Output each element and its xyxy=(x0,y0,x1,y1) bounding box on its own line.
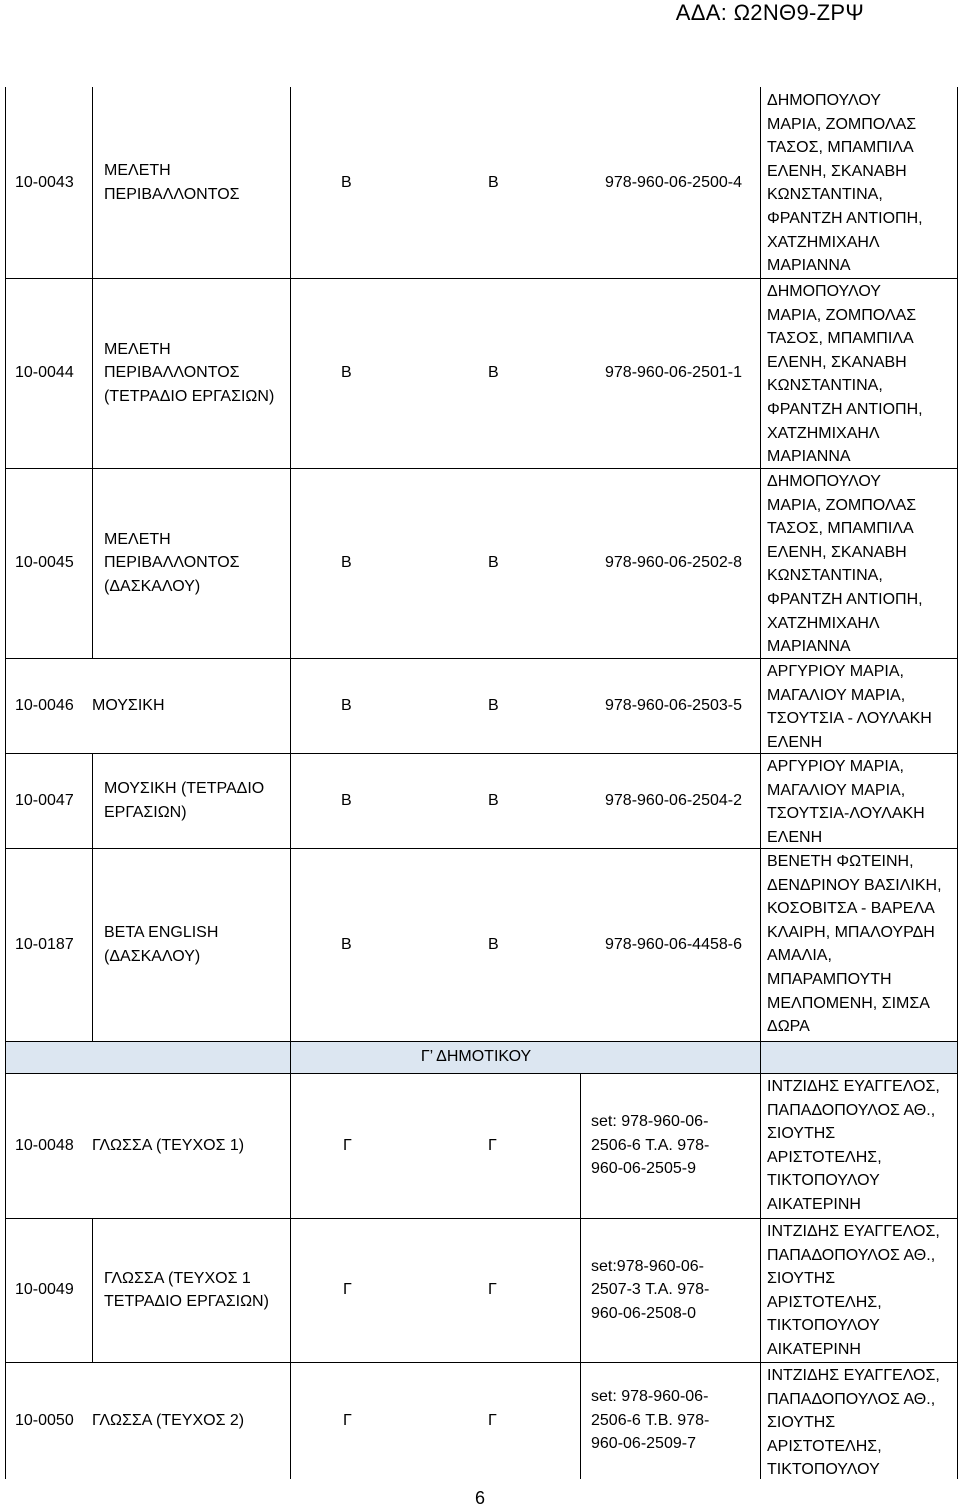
row-isbn xyxy=(560,658,742,753)
row-class1-text: Β xyxy=(341,696,352,714)
row-class2-text: Β xyxy=(488,554,499,572)
row-code xyxy=(15,468,95,658)
grid-hline xyxy=(5,1041,957,1042)
row-class2 xyxy=(488,468,518,658)
row-title xyxy=(92,1362,286,1479)
row-isbn-text: 978-960-06-4458-6 xyxy=(605,935,742,953)
row-isbn-text: 978-960-06-2504-2 xyxy=(605,791,742,809)
row-isbn-text: 978-960-06-2501-1 xyxy=(605,364,742,382)
grid-vline xyxy=(290,87,291,1479)
row-code-text: 10-0049 xyxy=(15,1281,74,1299)
row-class2-text: Β xyxy=(488,935,499,953)
row-title-text: ΜΟΥΣΙΚΗ xyxy=(92,696,165,714)
row-class2-text: Γ xyxy=(488,1136,497,1154)
grid-vline xyxy=(580,1073,581,1479)
row-code xyxy=(15,753,95,848)
row-class2-text: Β xyxy=(488,696,499,714)
row-authors: ΙΝΤΖΙΔΗΣ ΕΥΑΓΓΕΛΟΣ, ΠΑΠΑΔΟΠΟΥΛΟΣ ΑΘ., ΣΙΟΥΤΗΣ ΑΡΙΣΤΟΤΕΛΗΣ, ΤΙΚΤΟΠΟΥΛΟΥ ΑΙΚΑΤΕΡΙΝΗ xyxy=(767,1223,940,1358)
row-class2-text: Β xyxy=(488,364,499,382)
row-authors: ΔΗΜΟΠΟΥΛΟΥ ΜΑΡΙΑ, ΖΟΜΠΟΛΑΣ ΤΑΣΟΣ, ΜΠΑΜΠΙΛΑ ΕΛΕΝΗ, ΣΚΑΝΑΒΗ ΚΩΝΣΤΑΝΤΙΝΑ, ΦΡΑΝΤΖΗ ΑΝΤΙΟΠΗ, ΧΑΤΖΗΜΙΧΑΗΛ ΜΑΡΙΑΝΝΑ xyxy=(767,473,923,656)
row-code xyxy=(15,87,95,278)
row-class2-text: Γ xyxy=(488,1411,497,1429)
row-isbn xyxy=(591,1218,756,1362)
row-class1 xyxy=(341,468,371,658)
grid-vline xyxy=(957,87,958,1479)
row-class2 xyxy=(488,658,518,753)
row-code xyxy=(15,1073,95,1218)
row-title xyxy=(92,1073,286,1218)
row-isbn xyxy=(560,87,742,278)
row-code-text: 10-0187 xyxy=(15,935,74,953)
row-class1 xyxy=(341,658,371,753)
row-title-text: ΓΛΩΣΣΑ (ΤΕΥΧΟΣ 1) xyxy=(92,1136,245,1154)
row-class2 xyxy=(488,848,518,1041)
row-code-text: 10-0046 xyxy=(15,696,74,714)
row-code xyxy=(15,1362,95,1479)
row-title-text: ΓΛΩΣΣΑ (ΤΕΥΧΟΣ 2) xyxy=(92,1411,245,1429)
row-class1-text: Β xyxy=(341,791,352,809)
row-class1 xyxy=(341,753,371,848)
grid-vline xyxy=(5,87,6,1479)
row-authors: ΙΝΤΖΙΔΗΣ ΕΥΑΓΓΕΛΟΣ, ΠΑΠΑΔΟΠΟΥΛΟΣ ΑΘ., ΣΙΟΥΤΗΣ ΑΡΙΣΤΟΤΕΛΗΣ, ΤΙΚΤΟΠΟΥΛΟΥ ΑΙΚΑΤΕΡΙΝΗ xyxy=(767,1078,940,1213)
row-title xyxy=(104,848,286,1041)
row-isbn xyxy=(560,278,742,468)
row-class1 xyxy=(341,848,371,1041)
row-isbn-text: set: 978-960-06- 2506-6 Τ.Β. 978- 960-06-2509-7 xyxy=(591,1388,710,1453)
row-isbn xyxy=(560,848,742,1041)
row-authors: ΔΗΜΟΠΟΥΛΟΥ ΜΑΡΙΑ, ΖΟΜΠΟΛΑΣ ΤΑΣΟΣ, ΜΠΑΜΠΙΛΑ ΕΛΕΝΗ, ΣΚΑΝΑΒΗ ΚΩΝΣΤΑΝΤΙΝΑ, ΦΡΑΝΤΖΗ ΑΝΤΙΟΠΗ, ΧΑΤΖΗΜΙΧΑΗΛ ΜΑΡΙΑΝΝΑ xyxy=(767,92,923,275)
row-class2 xyxy=(488,753,518,848)
row-class1-text: Β xyxy=(341,935,352,953)
row-class2-text: Β xyxy=(488,173,499,191)
row-isbn-text: 978-960-06-2502-8 xyxy=(605,554,742,572)
row-isbn-text: 978-960-06-2500-4 xyxy=(605,173,742,191)
row-class2 xyxy=(488,87,518,278)
ada-header: ΑΔΑ: Ω2ΝΘ9-ΖΡΨ xyxy=(675,0,864,25)
row-code-text: 10-0047 xyxy=(15,791,74,809)
row-title-text: ΜΕΛΕΤΗ ΠΕΡΙΒΑΛΛΟΝΤΟΣ (ΤΕΤΡΑΔΙΟ ΕΡΓΑΣΙΩΝ) xyxy=(104,340,275,405)
row-code-text: 10-0044 xyxy=(15,364,74,382)
row-code xyxy=(15,658,95,753)
row-title xyxy=(104,278,286,468)
row-authors: ΒΕΝΕΤΗ ΦΩΤΕΙΝΗ, ΔΕΝΔΡΙΝΟΥ ΒΑΣΙΛΙΚΗ, ΚΟΣΟΒΙΤΣΑ - ΒΑΡΕΛΑ ΚΛΑΙΡΗ, ΜΠΑΛΟΥΡΔΗ ΑΜΑΛΙΑ, ΜΠΑΡΑΜΠΟΥΤΗ ΜΕΛΠΟΜΕΝΗ, ΣΙΜΣΑ ΔΩΡΑ xyxy=(767,853,942,1036)
page-number: 6 xyxy=(474,1488,485,1508)
row-code-text: 10-0045 xyxy=(15,554,74,572)
row-authors: ΑΡΓΥΡΙΟΥ ΜΑΡΙΑ, ΜΑΓΑΛΙΟΥ ΜΑΡΙΑ, ΤΣΟΥΤΣΙΑ-ΛΟΥΛΑΚΗ ΕΛΕΝΗ xyxy=(767,758,925,846)
row-code-text: 10-0050 xyxy=(15,1411,74,1429)
row-title xyxy=(104,1218,286,1362)
row-class2 xyxy=(488,1362,518,1479)
row-title xyxy=(104,753,286,848)
row-isbn-text: set: 978-960-06- 2506-6 Τ.Α. 978- 960-06-2505-9 xyxy=(591,1113,710,1178)
row-title-text: ΜΕΛΕΤΗ ΠΕΡΙΒΑΛΛΟΝΤΟΣ (ΔΑΣΚΑΛΟΥ) xyxy=(104,530,240,595)
row-isbn-text: 978-960-06-2503-5 xyxy=(605,696,742,714)
row-class1-text: Γ xyxy=(343,1281,352,1299)
row-isbn xyxy=(560,753,742,848)
row-class1 xyxy=(341,87,371,278)
row-title-text: ΓΛΩΣΣΑ (ΤΕΥΧΟΣ 1 ΤΕΤΡΑΔΙΟ ΕΡΓΑΣΙΩΝ) xyxy=(104,1269,269,1310)
row-code xyxy=(15,1218,95,1362)
row-title xyxy=(104,87,286,278)
row-isbn xyxy=(560,468,742,658)
row-class2-text: Γ xyxy=(488,1281,497,1299)
row-class1 xyxy=(343,1073,373,1218)
row-isbn xyxy=(591,1362,756,1479)
grid-vline xyxy=(760,87,761,1479)
section-title: Γ’ ΔΗΜΟΤΙΚΟΥ xyxy=(420,1048,532,1065)
row-class1-text: Γ xyxy=(343,1411,352,1429)
row-class2 xyxy=(488,1073,518,1218)
row-isbn xyxy=(591,1073,756,1218)
row-class2 xyxy=(488,1218,518,1362)
row-code-text: 10-0048 xyxy=(15,1136,74,1154)
row-authors: ΔΗΜΟΠΟΥΛΟΥ ΜΑΡΙΑ, ΖΟΜΠΟΛΑΣ ΤΑΣΟΣ, ΜΠΑΜΠΙΛΑ ΕΛΕΝΗ, ΣΚΑΝΑΒΗ ΚΩΝΣΤΑΝΤΙΝΑ, ΦΡΑΝΤΖΗ ΑΝΤΙΟΠΗ, ΧΑΤΖΗΜΙΧΑΗΛ ΜΑΡΙΑΝΝΑ xyxy=(767,283,923,466)
row-title xyxy=(104,468,286,658)
row-class2 xyxy=(488,278,518,468)
row-isbn-text: set:978-960-06- 2507-3 Τ.Α. 978- 960-06-2508-0 xyxy=(591,1257,710,1322)
row-title-text: ΜΕΛΕΤΗ ΠΕΡΙΒΑΛΛΟΝΤΟΣ xyxy=(104,162,240,203)
row-class1-text: Β xyxy=(341,554,352,572)
row-class1-text: Β xyxy=(341,173,352,191)
row-code xyxy=(15,848,95,1041)
row-title-text: ΜΟΥΣΙΚΗ (ΤΕΤΡΑΔΙΟ ΕΡΓΑΣΙΩΝ) xyxy=(104,780,265,821)
row-code-text: 10-0043 xyxy=(15,173,74,191)
row-class1 xyxy=(343,1362,373,1479)
row-class1-text: Γ xyxy=(343,1136,352,1154)
row-class1 xyxy=(343,1218,373,1362)
row-class1-text: Β xyxy=(341,364,352,382)
row-title xyxy=(92,658,286,753)
row-authors: ΑΡΓΥΡΙΟΥ ΜΑΡΙΑ, ΜΑΓΑΛΙΟΥ ΜΑΡΙΑ, ΤΣΟΥΤΣΙΑ - ΛΟΥΛΑΚΗ ΕΛΕΝΗ xyxy=(767,663,932,751)
row-class1 xyxy=(341,278,371,468)
row-title-text: BETA ENGLISH (ΔΑΣΚΑΛΟΥ) xyxy=(104,924,219,965)
row-class2-text: Β xyxy=(488,791,499,809)
row-authors: ΙΝΤΖΙΔΗΣ ΕΥΑΓΓΕΛΟΣ, ΠΑΠΑΔΟΠΟΥΛΟΣ ΑΘ., ΣΙΟΥΤΗΣ ΑΡΙΣΤΟΤΕΛΗΣ, ΤΙΚΤΟΠΟΥΛΟΥ xyxy=(767,1367,940,1479)
row-code xyxy=(15,278,95,468)
